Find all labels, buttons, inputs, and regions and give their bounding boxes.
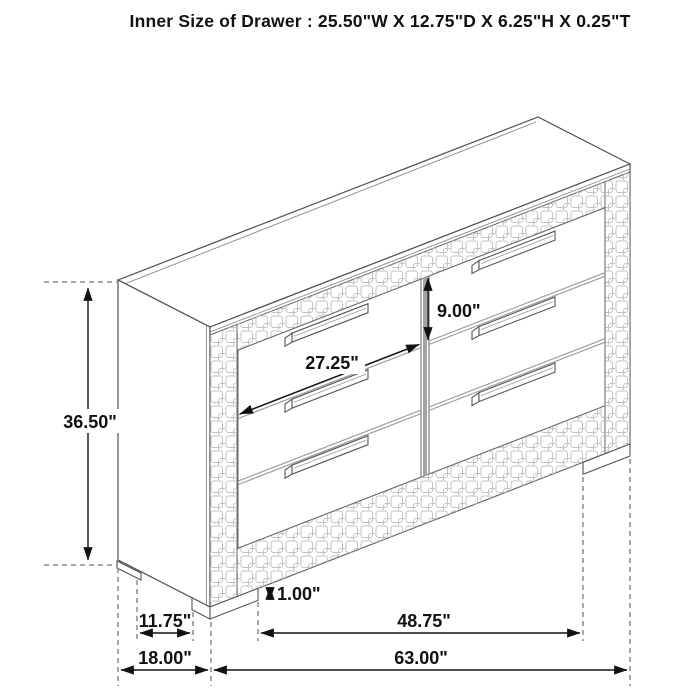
dim-foot-inset-depth	[139, 611, 192, 633]
foot-span-width-label: 48.75"	[397, 611, 451, 631]
dim-base-clearance	[270, 584, 321, 604]
foot-inset-depth-label: 11.75"	[138, 611, 192, 631]
base-clearance-label: 1.00"	[277, 584, 321, 604]
dim-foot-span-width	[261, 611, 580, 633]
overall-depth-label: 18.00"	[138, 648, 192, 668]
dresser-drawing	[117, 117, 630, 619]
dim-overall-height	[58, 288, 122, 560]
dim-overall-depth	[121, 648, 208, 670]
drawer-width-label: 27.25"	[305, 353, 359, 373]
drawer-height-label: 9.00"	[437, 301, 481, 321]
dim-overall-width	[214, 648, 627, 670]
overall-width-label: 63.00"	[394, 648, 448, 668]
texture-band-right	[605, 172, 630, 454]
side-panel	[118, 280, 210, 607]
texture-band-left	[210, 325, 237, 608]
diagram-title: Inner Size of Drawer : 25.50"W X 12.75"D X 6.25"H X 0.25"T	[129, 11, 631, 31]
overall-height-label: 36.50"	[63, 412, 117, 432]
